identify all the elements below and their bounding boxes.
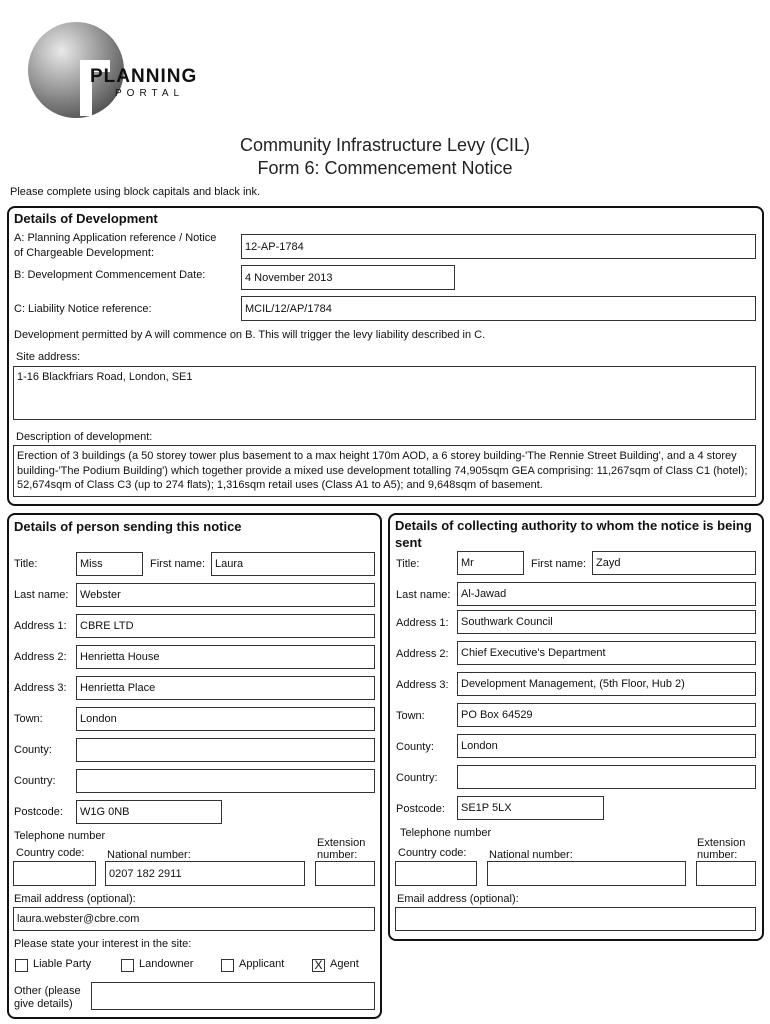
sender-address1-field[interactable]: CBRE LTD [76,614,375,638]
interest-checkbox[interactable] [121,959,134,972]
form-title: Community Infrastructure Levy (CIL) [239,135,531,155]
authority-country-field[interactable] [457,765,756,789]
checkbox-checked-mark: X [314,958,323,972]
authority-country-label: Country: [396,772,438,784]
authority-extension-label: Extension number: [697,837,746,861]
sender-country-label: Country: [14,775,56,787]
authority-title-field[interactable]: Mr [457,551,524,575]
sender-last-name-field[interactable]: Webster [76,583,375,607]
authority-address1-label: Address 1: [396,617,449,629]
authority-county-label: County: [396,741,434,753]
liability-notice-field[interactable]: MCIL/12/AP/1784 [241,296,756,321]
interest-checkbox[interactable] [312,959,325,972]
sender-title-field[interactable]: Miss [76,552,143,576]
sender-country-code-field[interactable] [13,861,96,886]
other-details-field[interactable] [91,982,375,1010]
site-address-label: Site address: [16,351,81,363]
commencement-date-field[interactable]: 4 November 2013 [241,265,455,290]
sender-town-field[interactable]: London [76,707,375,731]
authority-town-field[interactable]: PO Box 64529 [457,703,756,727]
authority-title-label: Title: [396,558,420,570]
sender-email-field[interactable]: laura.webster@cbre.com [13,907,375,931]
development-section-title: Details of Development [14,211,158,226]
authority-email-field[interactable] [395,907,756,931]
authority-country-code-field[interactable] [395,861,477,886]
sender-postcode-field[interactable]: W1G 0NB [76,800,222,824]
logo-word: PLANNING [90,66,198,87]
authority-postcode-label: Postcode: [396,803,445,815]
authority-address2-label: Address 2: [396,648,449,660]
sender-country-field[interactable] [76,769,375,793]
sender-telephone-label: Telephone number [14,830,106,842]
interest-label: Please state your interest in the site: [14,938,192,950]
description-field[interactable]: Erection of 3 buildings (a 50 storey tower plus basement to a max height 170m AOD, a 6 storey building-'The Rennie Street Building', and a 4 storey building-'The Podium Building') which together provide a mixed use development totalling 74,905sqm GEA comprising: 11,267sqm of Class C1 (hotel); 52,674sqm of Class C3 (up to 274 flats); 1,316sqm retail uses (Class A1 to A5); and 9,648sqm of basement. [13,445,756,497]
liability-notice-label: C: Liability Notice reference: [14,303,152,315]
sender-address3-label: Address 3: [14,682,67,694]
authority-address2-field[interactable]: Chief Executive's Department [457,641,756,665]
sender-extension-field[interactable] [315,861,375,886]
interest-option-label: Applicant [239,958,285,970]
interest-option-label: Landowner [139,958,194,970]
authority-telephone-label: Telephone number [400,827,492,839]
sender-address3-field[interactable]: Henrietta Place [76,676,375,700]
authority-first-name-field[interactable]: Zayd [592,551,756,575]
application-ref-field[interactable]: 12-AP-1784 [241,234,756,259]
sender-address2-field[interactable]: Henrietta House [76,645,375,669]
sender-town-label: Town: [14,713,43,725]
interest-option-label: Agent [330,958,359,970]
authority-town-label: Town: [396,710,425,722]
authority-email-label: Email address (optional): [397,893,519,905]
interest-option-label: Liable Party [33,958,92,970]
sender-national-number-label: National number: [107,849,191,861]
site-address-field[interactable]: 1-16 Blackfriars Road, London, SE1 [13,366,756,420]
planning-portal-logo [20,12,230,120]
authority-last-name-field[interactable]: Al-Jawad [457,582,756,606]
form-subtitle: Form 6: Commencement Notice [257,158,513,178]
authority-last-name-label: Last name: [396,589,451,601]
sender-last-name-label: Last name: [14,589,69,601]
authority-national-number-field[interactable] [487,861,686,886]
instruction-text: Please complete using block capitals and black ink. [10,186,261,198]
authority-national-number-label: National number: [489,849,573,861]
logo-subword: PORTAL [115,88,185,99]
sender-county-label: County: [14,744,52,756]
sender-county-field[interactable] [76,738,375,762]
sender-postcode-label: Postcode: [14,806,63,818]
authority-country-code-label: Country code: [398,847,467,859]
interest-checkbox[interactable] [15,959,28,972]
description-label: Description of development: [16,431,153,443]
authority-extension-field[interactable] [696,861,756,886]
sender-country-code-label: Country code: [16,847,85,859]
sender-first-name-label: First name: [150,558,206,570]
sender-address2-label: Address 2: [14,651,67,663]
commencement-statement: Development permitted by A will commence on B. This will trigger the levy liability described in C. [14,329,486,341]
sender-extension-label: Extension number: [317,837,366,861]
authority-address1-field[interactable]: Southwark Council [457,610,756,634]
authority-section-title: Details of collecting authority to whom the notice is being sent [395,518,752,550]
sender-first-name-field[interactable]: Laura [211,552,375,576]
commencement-date-label: B: Development Commencement Date: [14,269,206,281]
sender-email-label: Email address (optional): [14,893,136,905]
authority-postcode-field[interactable]: SE1P 5LX [457,796,604,820]
authority-county-field[interactable]: London [457,734,756,758]
authority-first-name-label: First name: [531,558,587,570]
sender-section-title: Details of person sending this notice [14,519,242,534]
sender-address1-label: Address 1: [14,620,67,632]
sender-title-label: Title: [14,558,38,570]
authority-address3-label: Address 3: [396,679,449,691]
application-ref-label: A: Planning Application reference / Notice of Chargeable Development: [14,232,217,259]
sender-national-number-field[interactable]: 0207 182 2911 [105,861,305,886]
authority-address3-field[interactable]: Development Management, (5th Floor, Hub 2) [457,672,756,696]
other-details-label: Other (please give details) [14,985,81,1010]
interest-checkbox[interactable] [221,959,234,972]
